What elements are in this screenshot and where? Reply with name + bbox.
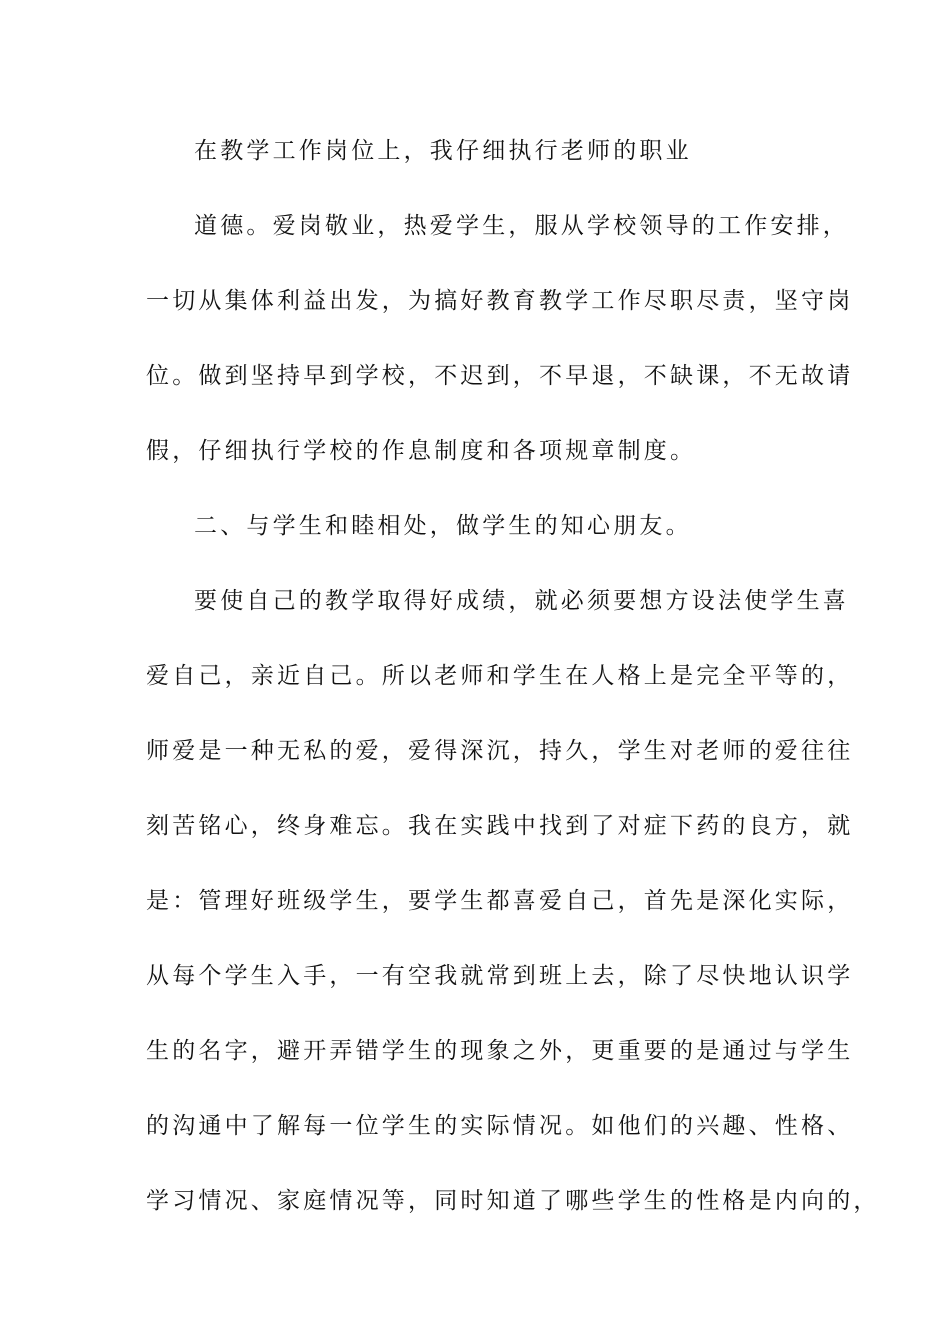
text-line-3: 一切从集体利益出发，为搞好教育教学工作尽职尽责，坚守岗 bbox=[146, 288, 854, 314]
text-line-8: 爱自己，亲近自己。所以老师和学生在人格上是完全平等的， bbox=[146, 663, 854, 689]
text-line-15: 学习情况、家庭情况等，同时知道了哪些学生的性格是内向的， bbox=[146, 1188, 880, 1214]
text-line-11: 是：管理好班级学生，要学生都喜爱自己，首先是深化实际， bbox=[146, 888, 854, 914]
section-heading: 二、与学生和睦相处，做学生的知心朋友。 bbox=[194, 513, 692, 539]
text-line-1: 在教学工作岗位上，我仔细执行老师的职业 bbox=[194, 138, 692, 164]
text-line-5: 假，仔细执行学校的作息制度和各项规章制度。 bbox=[146, 438, 697, 464]
text-line-12: 从每个学生入手，一有空我就常到班上去，除了尽快地认识学 bbox=[146, 963, 854, 989]
text-line-2: 道德。爱岗敬业，热爱学生，服从学校领导的工作安排， bbox=[194, 213, 849, 239]
text-line-14: 的沟通中了解每一位学生的实际情况。如他们的兴趣、性格、 bbox=[146, 1113, 854, 1139]
text-line-10: 刻苦铭心，终身难忘。我在实践中找到了对症下药的良方，就 bbox=[146, 813, 854, 839]
text-line-13: 生的名字，避开弄错学生的现象之外，更重要的是通过与学生 bbox=[146, 1038, 854, 1064]
text-line-7: 要使自己的教学取得好成绩，就必须要想方设法使学生喜 bbox=[194, 588, 849, 614]
text-line-4: 位。做到坚持早到学校，不迟到，不早退，不缺课，不无故请 bbox=[146, 363, 854, 389]
text-line-9: 师爱是一种无私的爱，爱得深沉，持久，学生对老师的爱往往 bbox=[146, 738, 854, 764]
